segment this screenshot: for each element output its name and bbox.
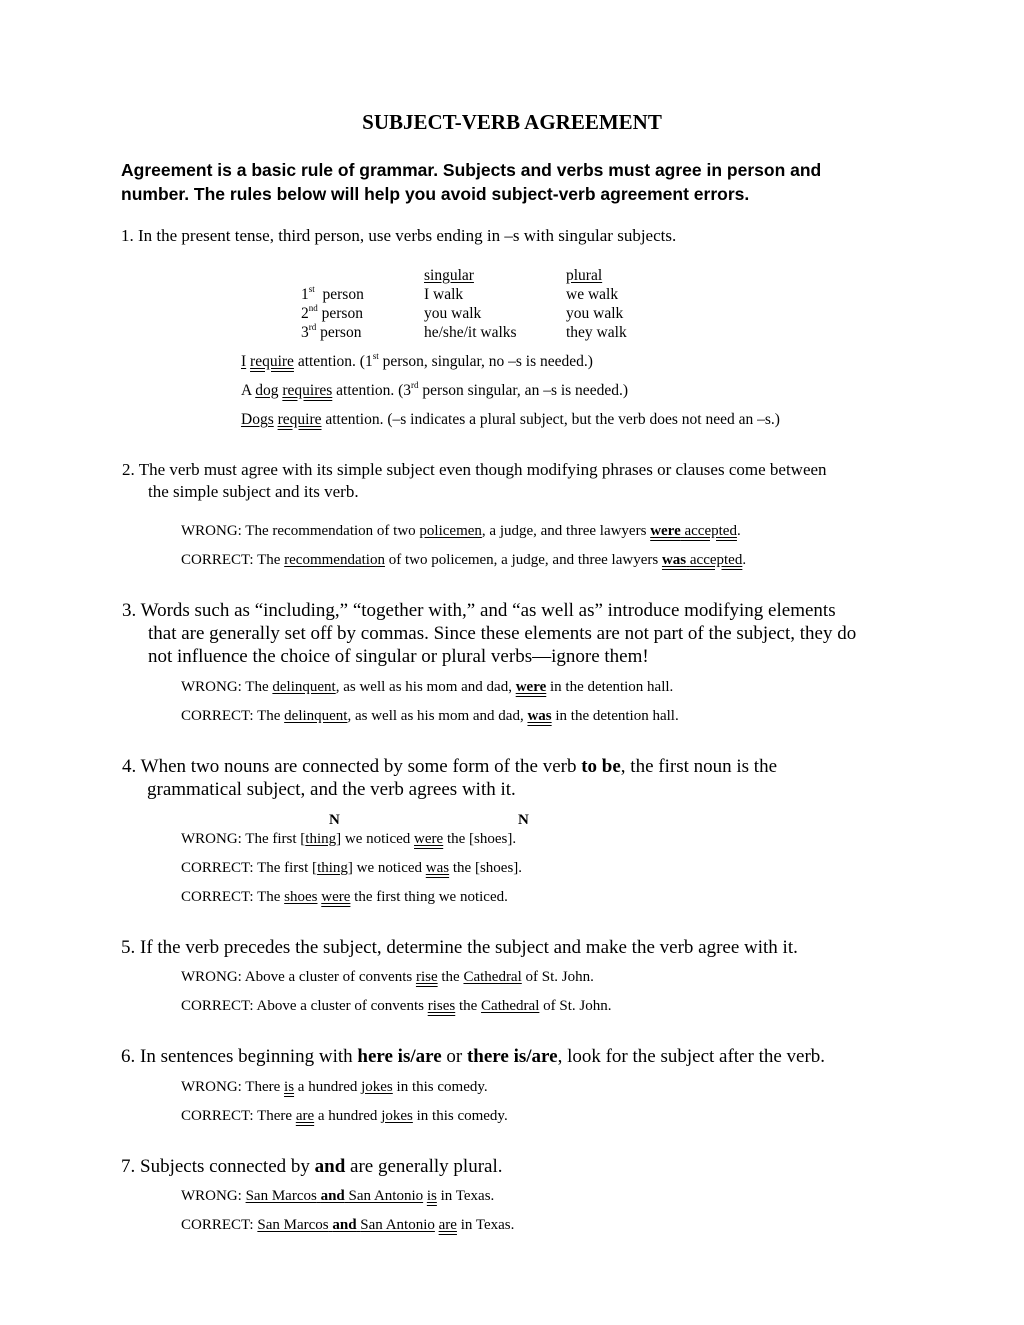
table-cell-singular-2: you walk: [424, 305, 482, 322]
rule-7-wrong-example: WRONG: San Marcos and San Antonio is in Texas.: [181, 1188, 495, 1204]
rule-4-line-2: grammatical subject, and the verb agrees with it.: [147, 779, 516, 800]
rule-2-correct-example: CORRECT: The recommendation of two policemen, a judge, and three lawyers was accepted.: [181, 552, 747, 568]
table-header-singular: singular: [424, 267, 474, 284]
rule-2-line-1: 2. The verb must agree with its simple subject even though modifying phrases or clauses come between: [122, 460, 827, 479]
rule-5-text: 5. If the verb precedes the subject, determine the subject and make the verb agree with it.: [121, 937, 798, 958]
rule-2-wrong-example: WRONG: The recommendation of two policemen, a judge, and three lawyers were accepted.: [181, 523, 741, 539]
table-cell-singular-1: I walk: [424, 286, 464, 303]
table-cell-plural-2: you walk: [566, 305, 624, 322]
rule-7-correct-example: CORRECT: San Marcos and San Antonio are in Texas.: [181, 1217, 515, 1233]
table-header-plural: plural: [566, 267, 603, 284]
table-cell-singular-3: he/she/it walks: [424, 324, 517, 341]
rule-3-line-2: that are generally set off by commas. Since these elements are not part of the subject, they do: [148, 623, 857, 644]
page-title: SUBJECT-VERB AGREEMENT: [362, 110, 662, 134]
rule-1-example-1: I require attention. (1st person, singular, no –s is needed.): [241, 350, 593, 370]
rule-6-correct-example: CORRECT: There are a hundred jokes in this comedy.: [181, 1108, 508, 1124]
noun-marker-1: N: [329, 812, 340, 828]
intro-line-2: number. The rules below will help you avoid subject-verb agreement errors.: [121, 184, 750, 204]
rule-3-line-3: not influence the choice of singular or plural verbs—ignore them!: [148, 646, 649, 667]
table-row-person-1: 1st person: [301, 283, 364, 303]
rule-1-example-3: Dogs require attention. (–s indicates a plural subject, but the verb does not need an –s.): [241, 411, 780, 428]
rule-4-wrong-example: WRONG: The first [thing] we noticed were the [shoes].: [181, 831, 517, 847]
rule-7-text: 7. Subjects connected by and are generally plural.: [121, 1156, 503, 1177]
rule-1-text: 1. In the present tense, third person, use verbs ending in –s with singular subjects.: [121, 226, 677, 245]
rule-6-wrong-example: WRONG: There is a hundred jokes in this comedy.: [181, 1079, 488, 1095]
rule-3-correct-example: CORRECT: The delinquent, as well as his mom and dad, was in the detention hall.: [181, 708, 679, 724]
table-row-person-3: 3rd person: [301, 321, 362, 341]
rule-4-line-1: 4. When two nouns are connected by some form of the verb to be, the first noun is the: [122, 756, 777, 777]
rule-1-example-2: A dog requires attention. (3rd person singular, an –s is needed.): [241, 379, 628, 399]
rule-3-line-1: 3. Words such as “including,” “together with,” and “as well as” introduce modifying elements: [122, 600, 836, 621]
rule-4-correct-example-2: CORRECT: The shoes were the first thing we noticed.: [181, 889, 508, 905]
rule-3-wrong-example: WRONG: The delinquent, as well as his mom and dad, were in the detention hall.: [181, 679, 674, 695]
noun-marker-2: N: [518, 812, 529, 828]
table-row-person-2: 2nd person: [301, 302, 363, 322]
table-cell-plural-3: they walk: [566, 324, 627, 341]
rule-4-correct-example-1: CORRECT: The first [thing] we noticed was the [shoes].: [181, 860, 523, 876]
rule-5-wrong-example: WRONG: Above a cluster of convents rise the Cathedral of St. John.: [181, 969, 594, 985]
intro-line-1: Agreement is a basic rule of grammar. Subjects and verbs must agree in person and: [121, 160, 822, 180]
rule-6-text: 6. In sentences beginning with here is/are or there is/are, look for the subject after the verb.: [121, 1046, 826, 1067]
rule-2-line-2: the simple subject and its verb.: [148, 482, 359, 501]
rule-5-correct-example: CORRECT: Above a cluster of convents rises the Cathedral of St. John.: [181, 998, 612, 1014]
table-cell-plural-1: we walk: [566, 286, 619, 303]
